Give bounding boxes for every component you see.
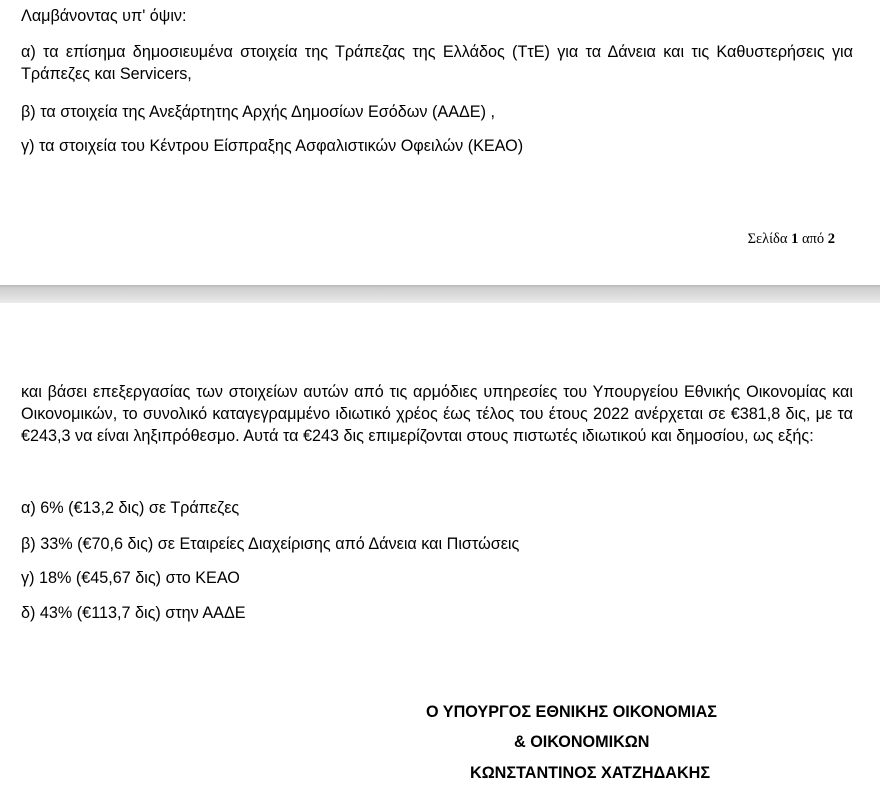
list-item: β) 33% (€70,6 δις) σε Εταιρείες Διαχείρισης από Δάνεια και Πιστώσεις [21, 535, 520, 553]
total-pages-number: 2 [827, 231, 835, 247]
signature-ministry: & ΟΙΚΟΝΟΜΙΚΩΝ [514, 733, 650, 751]
list-item: δ) 43% (€113,7 δις) στην ΑΑΔΕ [21, 604, 246, 622]
list-item: γ) 18% (€45,67 δις) στο ΚΕΑΟ [21, 569, 240, 587]
page-number-footer [748, 229, 835, 249]
page-label: Σελίδα [747, 231, 788, 247]
document-page-1 [0, 0, 880, 285]
page-of-label: από [801, 231, 825, 247]
intro-text: Λαμβάνοντας υπ' όψιν: [21, 7, 187, 25]
summary-paragraph: και βάσει επεξεργασίας των στοιχείων αυτών από τις αρμόδιες υπηρεσίες του Υπουργείου Εθνικής Οικονομίας και Οικονομικών, το συνολικό καταγεγραμμένο ιδιωτικό χρέος έως τέλος του έτους 2022 ανέρχεται σε €381,8 δις, με τα €243,3 να είναι ληξιπρόθεσμο. Αυτά τα €243 δις επιμερίζονται στους πιστωτές ιδιωτικού και δημοσίου, ως εξής: [21, 383, 853, 445]
signature-name: ΚΩΝΣΤΑΝΤΙΝΟΣ ΧΑΤΖΗΔΑΚΗΣ [470, 764, 711, 782]
page-separator [0, 285, 880, 303]
list-item-c: γ) τα στοιχεία του Κέντρου Είσπραξης Ασφαλιστικών Οφειλών (ΚΕΑΟ) [21, 137, 524, 155]
document-page-2 [0, 303, 880, 794]
signature-title: Ο ΥΠΟΥΡΓΟΣ ΕΘΝΙΚΗΣ ΟΙΚΟΝΟΜΙΑΣ [426, 703, 718, 721]
list-item-a: α) τα επίσημα δημοσιευμένα στοιχεία της Τράπεζας της Ελλάδος (ΤτΕ) για τα Δάνεια και τις Καθυστερήσεις για Τράπεζες και Servicers, [21, 43, 853, 83]
list-item: α) 6% (€13,2 δις) σε Τράπεζες [21, 499, 240, 517]
list-item-b: β) τα στοιχεία της Ανεξάρτητης Αρχής Δημοσίων Εσόδων (ΑΑΔΕ) , [21, 103, 495, 121]
current-page-number: 1 [791, 231, 799, 247]
